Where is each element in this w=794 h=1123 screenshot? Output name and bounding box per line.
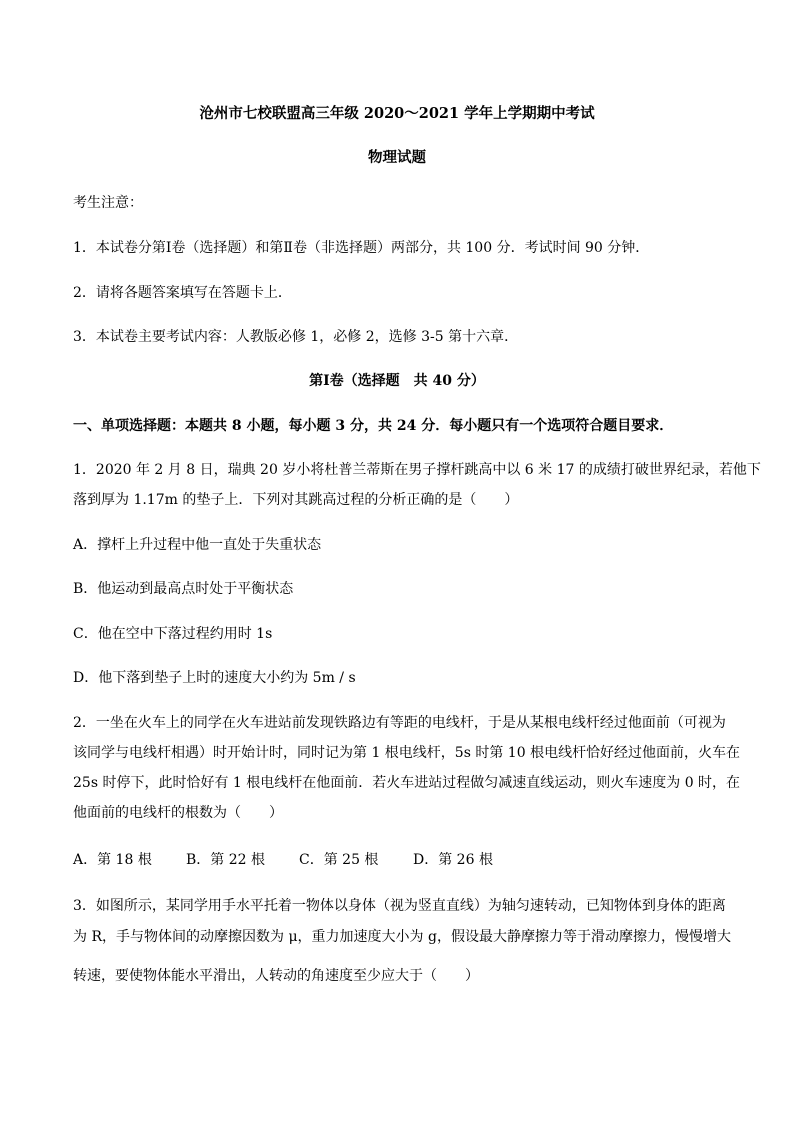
question-3-stem-line: 为 R，手与物体间的动摩擦因数为 μ，重力加速度大小为 g，假设最大静摩擦力等于滑动摩擦力，慢慢增大	[73, 929, 731, 945]
part-heading: 一、单项选择题：本题共 8 小题，每小题 3 分，共 24 分．每小题只有一个选项符合题目要求．	[73, 418, 674, 434]
section-title: 第Ⅰ卷（选择题 共 40 分）	[309, 373, 485, 389]
notice-item: 3．本试卷主要考试内容：人教版必修 1，必修 2，选修 3-5 第十六章．	[73, 329, 519, 345]
question-1-option-d: D．他下落到垫子上时的速度大小约为 5m / s	[73, 670, 356, 686]
question-1-stem-line: 落到厚为 1.17m 的垫子上．下列对其跳高过程的分析正确的是（ ）	[73, 492, 519, 508]
question-2-stem-line: 他面前的电线杆的根数为（ ）	[73, 805, 283, 821]
question-1-option-c: C．他在空中下落过程约用时 1s	[73, 626, 273, 642]
notice-item: 2．请将各题答案填写在答题卡上．	[73, 285, 292, 301]
question-3-stem-line: 3．如图所示，某同学用手水平托着一物体以身体（视为竖直直线）为轴匀速转动，已知物体到身体的距离	[73, 898, 726, 914]
question-2-option-c: C．第 25 根	[299, 852, 379, 868]
question-2-option-b: B．第 22 根	[186, 852, 266, 868]
notice-heading: 考生注意：	[73, 195, 143, 211]
question-1-option-a: A．撑杆上升过程中他一直处于失重状态	[73, 537, 322, 553]
question-2-option-d: D．第 26 根	[413, 852, 493, 868]
question-2-option-a: A．第 18 根	[73, 852, 152, 868]
question-1-stem-line: 1．2020 年 2 月 8 日，瑞典 20 岁小将杜普兰蒂斯在男子撑杆跳高中以 6 米 17 的成绩打破世界纪录，若他下	[73, 462, 761, 478]
question-2-stem-line: 25s 时停下，此时恰好有 1 根电线杆在他面前．若火车进站过程做匀减速直线运动，则火车速度为 0 时，在	[73, 775, 741, 791]
question-2-stem-line: 该同学与电线杆相遇）时开始计时，同时记为第 1 根电线杆，5s 时第 10 根电线杆恰好经过他面前，火车在	[73, 745, 741, 761]
exam-title: 沧州市七校联盟高三年级 2020～2021 学年上学期期中考试	[199, 105, 595, 122]
subject-title: 物理试题	[368, 149, 426, 166]
question-1-option-b: B．他运动到最高点时处于平衡状态	[73, 581, 294, 597]
notice-item: 1．本试卷分第Ⅰ卷（选择题）和第Ⅱ卷（非选择题）两部分，共 100 分．考试时间 90 分钟．	[73, 240, 650, 256]
question-3-stem-line: 转速，要使物体能水平滑出，人转动的角速度至少应大于（ ）	[73, 968, 479, 984]
question-2-stem-line: 2．一坐在火车上的同学在火车进站前发现铁路边有等距的电线杆，于是从某根电线杆经过他面前（可视为	[73, 715, 726, 731]
